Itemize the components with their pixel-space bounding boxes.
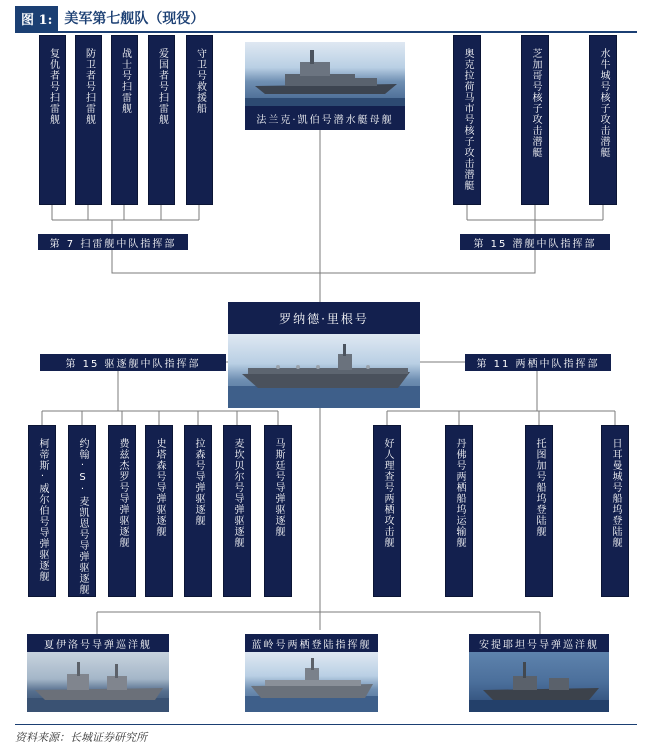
submarine-label: 水牛城号核子攻击潜艇 [598,48,609,158]
ship-icon [245,42,405,106]
cruiser-icon [469,652,609,712]
submarine-squadron-command: 第 15 潜舰中队指挥部 [460,234,610,250]
amphibious-squadron-command: 第 11 两栖中队指挥部 [465,354,611,371]
amphib-box [601,425,629,597]
minesweeper-label: 战士号扫雷舰 [119,48,131,114]
minesweeper-box [186,35,213,205]
cruiser-shiloh-label: 夏伊洛号导弹巡洋舰 [27,634,169,652]
cruiser-antietam-label: 安提耶坦号导弹巡洋舰 [469,634,609,652]
minesweeper-label: 复仇者号扫雷舰 [47,48,59,125]
minesweeper-box [148,35,175,205]
aircraft-carrier-icon [228,334,420,408]
amphib-box [373,425,401,597]
amphib-label: 托图加号船坞登陆舰 [534,438,545,537]
blue-ridge-label: 蓝岭号两栖登陆指挥舰 [245,634,378,652]
destroyer-label: 马斯廷号导弹驱逐舰 [273,438,284,537]
amphib-label: 丹佛号两栖船坞运输舰 [454,438,465,548]
submarine-tender-caption: 法兰克·凯伯号潜水艇母舰 [245,106,405,130]
figure-label: 图 1: [15,6,58,31]
destroyer-label: 柯蒂斯·威尔伯号导弹驱逐舰 [37,438,48,582]
destroyer-box [145,425,173,597]
amphib-label: 日耳曼城号船坞登陆舰 [610,438,621,548]
mine-squadron-command: 第 7 扫雷舰中队指挥部 [38,234,188,250]
destroyer-box [184,425,212,597]
figure-title-text: 美军第七舰队（现役） [64,11,205,27]
minesweeper-box [39,35,66,205]
cruiser-antietam-photo [469,652,609,712]
source-note: 资料来源：长城证券研究所 [15,731,147,744]
destroyer-box [264,425,292,597]
minesweeper-box [75,35,102,205]
submarine-label: 芝加哥号核子攻击潜艇 [530,48,541,158]
submarine-box [453,35,481,205]
destroyer-box [28,425,56,597]
minesweeper-label: 爱国者号扫雷舰 [156,48,168,125]
submarine-box [589,35,617,205]
cruiser-icon [27,652,169,712]
minesweeper-label: 防卫者号扫雷舰 [83,48,95,125]
minesweeper-box [111,35,138,205]
destroyer-label: 约翰·S·麦凯恩号导弹驱逐舰 [77,438,88,595]
footer-rule [15,724,637,725]
destroyer-label: 麦坎贝尔号导弹驱逐舰 [232,438,243,548]
destroyer-label: 拉森号导弹驱逐舰 [193,438,204,526]
blue-ridge-photo [245,652,378,712]
amphib-box [445,425,473,597]
submarine-label: 奥克拉荷马市号核子攻击潜艇 [462,48,473,191]
submarine-box [521,35,549,205]
destroyer-box [108,425,136,597]
destroyer-label: 费兹杰罗号导弹驱逐舰 [117,438,128,548]
amphib-box [525,425,553,597]
command-ship-icon [245,652,378,712]
destroyer-label: 史塔森号导弹驱逐舰 [154,438,165,537]
submarine-tender-photo [245,42,405,106]
minesweeper-label: 守卫号救援船 [194,48,206,114]
flagship-label: 罗纳德·里根号 [228,302,420,334]
cruiser-shiloh-photo [27,652,169,712]
flagship-photo [228,334,420,408]
amphib-label: 好人理查号两栖攻击舰 [382,438,393,548]
destroyer-box [223,425,251,597]
destroyer-box [68,425,96,597]
destroyer-squadron-command: 第 15 驱逐舰中队指挥部 [40,354,226,371]
